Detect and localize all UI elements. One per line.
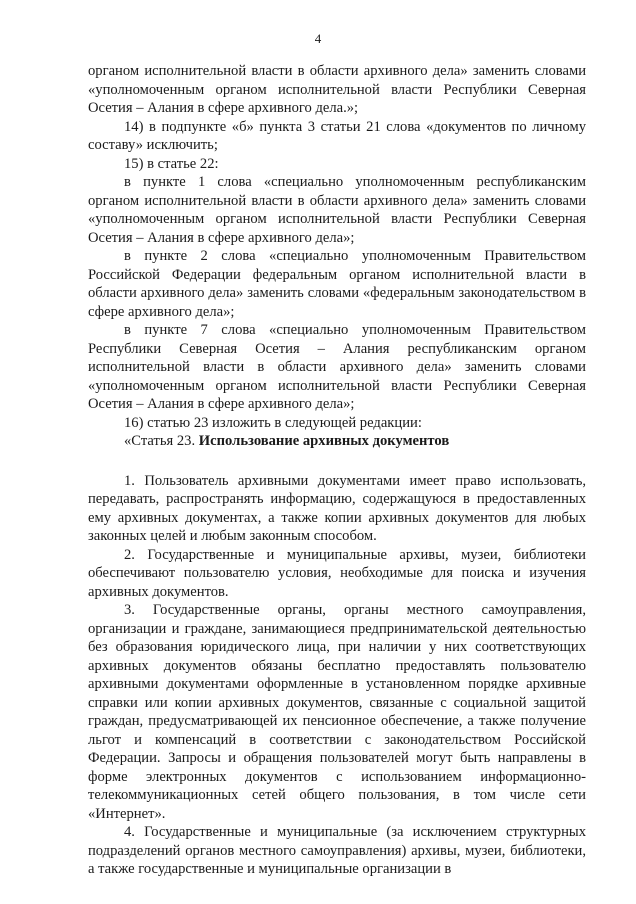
paragraph: 16) статью 23 изложить в следующей редакции:: [124, 414, 422, 431]
article-paragraph: 2. Государственные и муниципальные архивы, музеи, библиотеки обеспечивают пользователю условия, необходимые для поиска и изучения архивных документов.: [88, 546, 586, 600]
paragraph: органом исполнительной власти в области архивного дела» заменить словами «уполномоченным органом исполнительной власти Республики Северная Осетия – Алания в сфере архивного дела.»;: [88, 63, 586, 116]
page-number: 4: [314, 31, 322, 46]
paragraph: 15) в статье 22:: [124, 155, 219, 172]
spacer: [88, 451, 586, 472]
paragraph: 14) в подпункте «б» пункта 3 статьи 21 слова «документов по личному составу» исключить;: [88, 118, 586, 153]
article-paragraph: 3. Государственные органы, органы местного самоуправления, организации и граждане, занимающиеся предпринимательской деятельностью без образования юридического лица, при наличии у них соответствующих архивных документов обязаны бесплатно предоставлять пользователю архивными документами оформленные в установленном порядке архивные справки или копии архивных документов, связанные с социальной защитой граждан, предусматривающей их пенсионное обеспечение, а также получение льгот и компенсаций в соответствии с законодательством Российской Федерации. Запросы и обращения пользователей могут быть направлены в форме электронных документов с использованием информационно-телекоммуникационных сетей общего пользования, в том числе сети «Интернет».: [88, 602, 586, 822]
paragraph: в пункте 7 слова «специально уполномоченным Правительством Республики Северная Осетия – Алания республиканским органом исполнительной власти в области архивного дела» заменить словами «уполномоченным органом исполнительной власти Республики Северная Осетия – Алания в сфере архивного дела»;: [88, 322, 586, 412]
article-paragraph: 4. Государственные и муниципальные (за исключением структурных подразделений органов местного самоуправления) архивы, музеи, библиотеки, а также государственные и муниципальные организации в: [88, 824, 586, 877]
paragraph: в пункте 2 слова «специально уполномоченным Правительством Российской Федерации федеральным органом исполнительной власти в области архивного дела» заменить словами «федеральным законодательством в сфере архивного дела»;: [88, 248, 586, 320]
article-title: Использование архивных документов: [198, 433, 450, 449]
article-paragraph: 1. Пользователь архивными документами имеет право использовать, передавать, распространять информацию, содержащуюся в предоставленных ему архивных документах, а также копии архивных документов для любых законных целей и любым законным способом.: [88, 472, 586, 544]
article-heading: [88, 432, 586, 451]
document-body: [88, 62, 586, 879]
paragraph: в пункте 1 слова «специально уполномоченным республиканским органом исполнительной власти в области архивного дела» заменить словами «уполномоченным органом исполнительной власти Республики Северная Осетия – Алания в сфере архивного дела»;: [88, 174, 586, 246]
article-prefix: «Статья 23.: [124, 433, 196, 449]
